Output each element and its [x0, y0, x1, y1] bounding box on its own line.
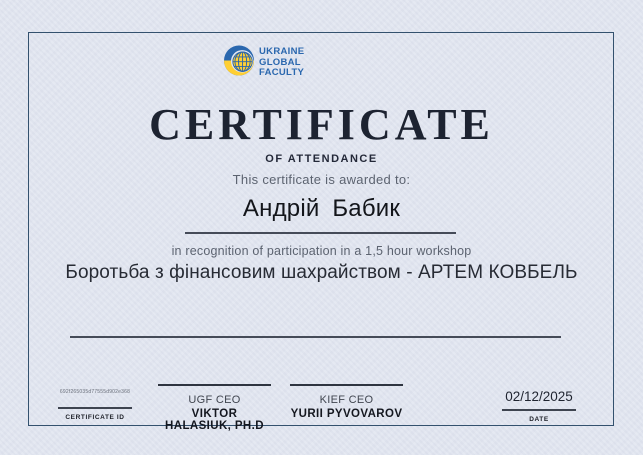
- recipient-name-underline: [185, 232, 456, 234]
- recipient-name: Андрій Бабик: [242, 195, 401, 222]
- awarded-to-label: This certificate is awarded to:: [232, 172, 411, 187]
- workshop-title: Боротьба з фінансовим шахрайством - АРТЕМ КОВБЕЛЬ: [65, 262, 578, 283]
- signatory-role-ugf: UGF CEO: [188, 394, 241, 406]
- ukraine-global-faculty-logo: [224, 42, 304, 84]
- date-line: [502, 409, 576, 411]
- certificate-id-value: 692f265035d77555d902e368: [59, 389, 131, 395]
- signature-line-kief: [290, 384, 403, 386]
- certificate-title: CERTIFICATE: [149, 100, 494, 149]
- signatory-name-kief: YURII PYVOVAROV: [290, 408, 403, 420]
- date-value: 02/12/2025: [505, 389, 573, 404]
- certificate-id-label: CERTIFICATE ID: [65, 413, 125, 421]
- globe-ukraine-icon: [224, 42, 254, 84]
- logo-line-2: GLOBAL: [259, 56, 301, 68]
- logo-line-1: UKRAINE: [259, 46, 305, 58]
- logo-wordmark: [259, 47, 304, 79]
- certificate-id-line: [58, 407, 132, 409]
- signatory-role-kief: KIEF CEO: [319, 394, 374, 406]
- signature-line-ugf: [158, 384, 271, 386]
- signature-block-kief: [290, 384, 403, 420]
- recognition-text: in recognition of participation in a 1,5 hour workshop: [171, 244, 472, 258]
- date-label: DATE: [529, 415, 549, 423]
- logo-line-3: FACULTY: [259, 67, 305, 79]
- certificate-inner-border: [28, 32, 614, 426]
- date-block: [500, 389, 578, 423]
- certificate-subtitle: OF ATTENDANCE: [265, 153, 378, 165]
- signature-block-ugf: [158, 384, 271, 432]
- signatory-name-ugf: VIKTOR HALASIUK, PH.D: [165, 408, 264, 432]
- workshop-underline: [70, 336, 561, 338]
- certificate-id-block: [53, 389, 137, 421]
